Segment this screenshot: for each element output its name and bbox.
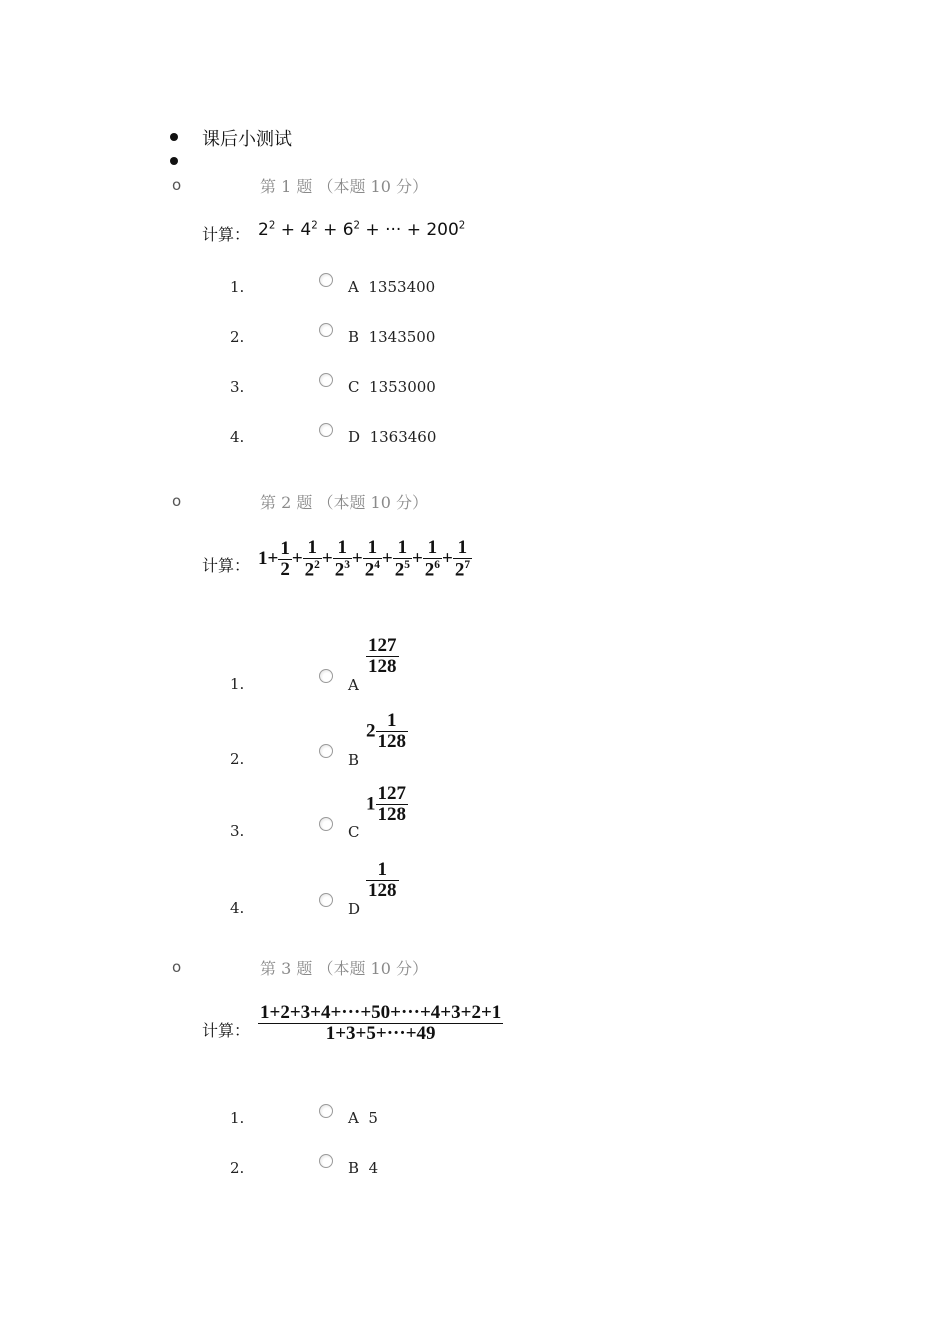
option-a-label (348, 278, 435, 296)
page-heading: 课后小测试 (202, 129, 292, 150)
option-text: 1343500 (368, 328, 436, 346)
option-number: 3. (230, 378, 245, 396)
option-letter: A (348, 1109, 359, 1127)
question-2-prompt: 计算： (202, 556, 251, 575)
option-text: 4 (368, 1159, 379, 1177)
sub-bullet-marker: o (172, 958, 182, 976)
option-letter: A (348, 278, 359, 296)
option-letter: C (348, 823, 360, 841)
question-1-title: 第 1 题 （本题 10 分） (260, 177, 428, 196)
option-number: 2. (230, 328, 245, 346)
question-2-title: 第 2 题 （本题 10 分） (260, 493, 428, 512)
option-letter: D (348, 428, 361, 446)
question-2-formula: 1+ $\frac{1}{2}$ + $\frac{1}{2^2}$ + $\frac{1}{2^3}$ + $\frac{1}{2^4}$ + $\frac{1}{2^5}$ + $\frac{1}{2^6}$ + $\frac{1}{2^7}$ (258, 537, 471, 581)
option-c-formula: 1 $\frac{127}{128}$ (366, 783, 406, 825)
option-letter: A (348, 676, 359, 694)
option-a-label (348, 1109, 378, 1127)
option-b-radio[interactable] (319, 323, 333, 337)
option-letter: B (348, 751, 360, 769)
option-letter: B (348, 1159, 360, 1177)
option-number: 2. (230, 750, 245, 768)
bullet-dot (170, 133, 178, 141)
sub-bullet-marker: o (172, 492, 182, 510)
option-text: 5 (368, 1109, 378, 1127)
option-d-radio[interactable] (319, 893, 333, 907)
option-c-radio[interactable] (319, 817, 333, 831)
option-c-radio[interactable] (319, 373, 333, 387)
option-text: 1353000 (369, 378, 436, 396)
option-text: 1363460 (369, 428, 437, 446)
option-number: 1. (230, 1109, 245, 1127)
option-number: 4. (230, 428, 245, 446)
option-d-radio[interactable] (319, 423, 333, 437)
option-number: 1. (230, 278, 245, 296)
question-1-formula: $2^2 + 4^2 + 6^2$ + ··· + $200^2$ (258, 220, 466, 240)
question-3-title: 第 3 题 （本题 10 分） (260, 959, 428, 978)
option-a-radio[interactable] (319, 273, 333, 287)
question-1-prompt: 计算： (202, 225, 251, 244)
sub-bullet-marker: o (172, 176, 182, 194)
option-b-radio[interactable] (319, 1154, 333, 1168)
option-letter: C (348, 378, 360, 396)
option-b-radio[interactable] (319, 744, 333, 758)
option-number: 2. (230, 1159, 245, 1177)
option-c-label (348, 378, 436, 396)
option-b-label (348, 1159, 378, 1177)
option-b-label (348, 328, 435, 346)
option-number: 1. (230, 675, 245, 693)
option-letter: B (348, 328, 360, 346)
question-3-prompt: 计算： (202, 1021, 251, 1040)
option-number: 3. (230, 822, 245, 840)
option-a-radio[interactable] (319, 1104, 333, 1118)
option-a-radio[interactable] (319, 669, 333, 683)
option-d-formula: $\frac{1}{128}$ (368, 859, 397, 901)
option-number: 4. (230, 899, 245, 917)
question-3-formula: $\frac{1+2+3+4+\cdot\cdot\cdot+50+\cdot\cdot\cdot+4+3+2+1}{1+3+5+\cdot\cdot\cdot+49}$ (260, 1002, 502, 1044)
option-text: 1353400 (368, 278, 436, 296)
option-b-formula: 2 $\frac{1}{128}$ (366, 710, 406, 752)
option-letter: D (348, 900, 361, 918)
option-d-label (348, 428, 436, 446)
bullet-dot (170, 157, 178, 165)
option-a-formula: $\frac{127}{128}$ (368, 635, 397, 677)
